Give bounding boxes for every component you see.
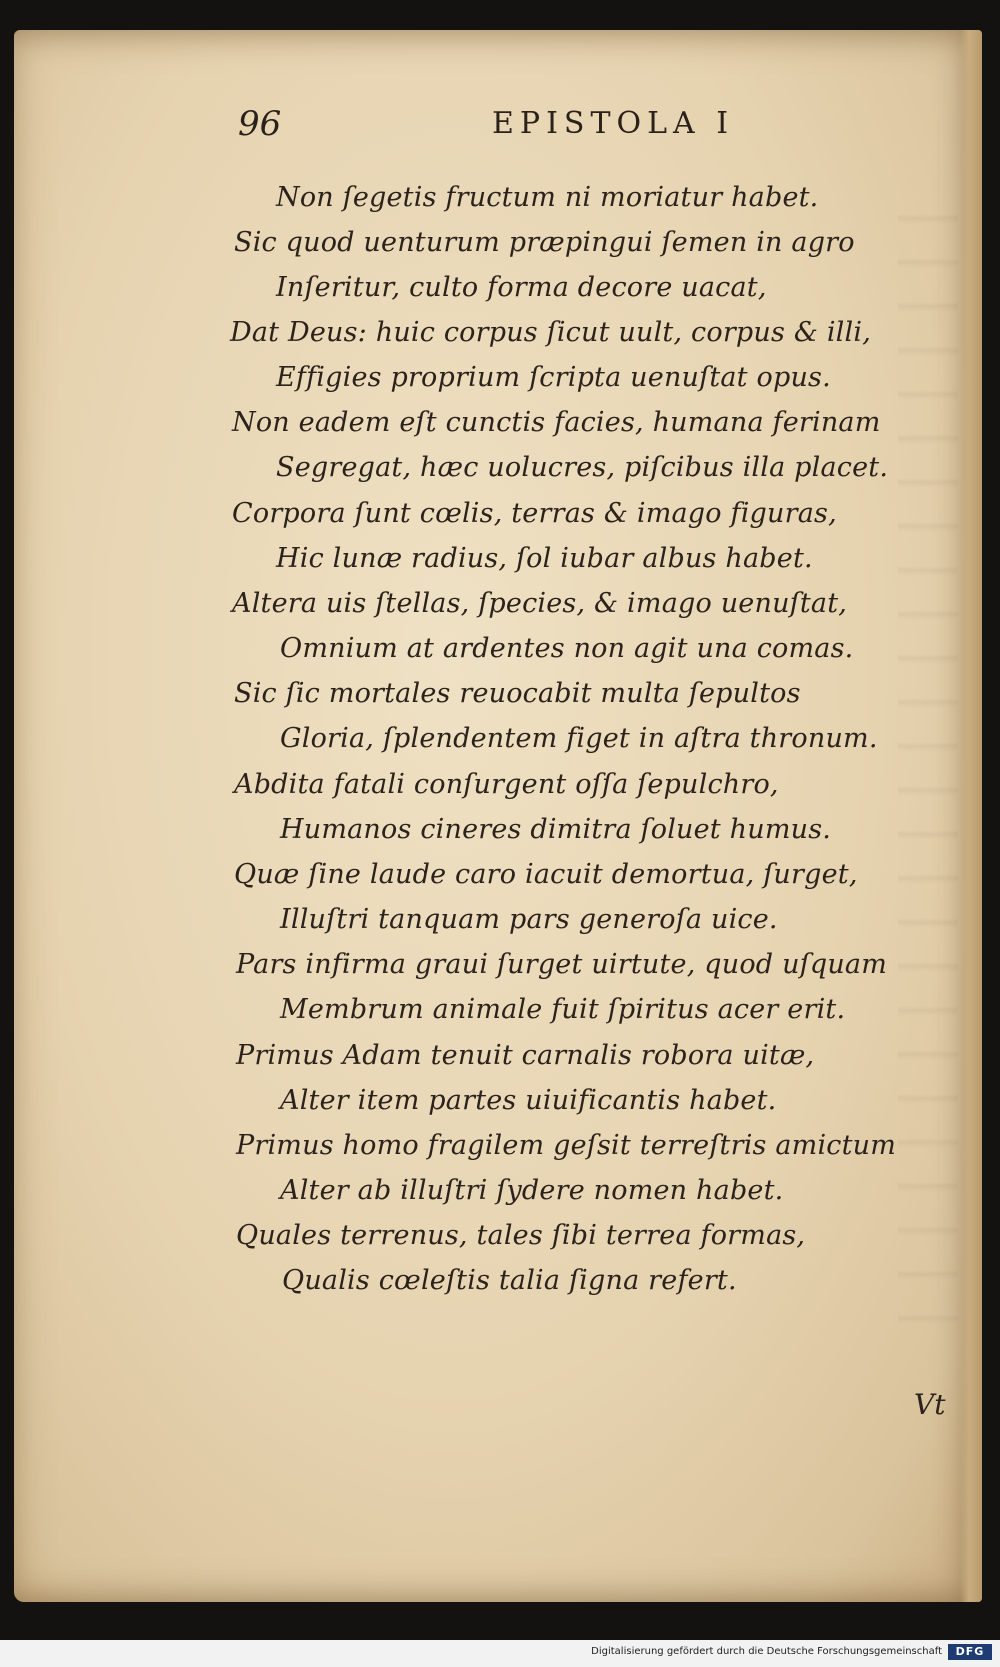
verse-line: Alter ab illuſtri ſydere nomen habet. [280,1175,784,1206]
verse-line: Qualis cœleſtis talia ſigna refert. [282,1265,737,1296]
verse-line: Sic ſic mortales reuocabit multa ſepultos [234,678,801,709]
running-head: EPISTOLA I [492,106,735,141]
verse-line: Altera uis ſtellas, ſpecies, & imago uenuſtat, [232,588,848,619]
verse-line: Alter item partes uiuificantis habet. [280,1085,777,1116]
verse-line: Pars infirma graui ſurget uirtute, quod uſquam [236,949,888,980]
verse-line: Corpora ſunt cœlis, terras & imago figuras, [232,498,837,529]
page-number: 96 [238,104,282,144]
verse-line: Quales terrenus, tales ſibi terrea formas, [236,1220,806,1251]
catchword: Vt [914,1388,946,1421]
verse-line: Primus Adam tenuit carnalis robora uitæ, [236,1040,815,1071]
show-through-text [898,180,958,1330]
verse-line: Quæ ſine laude caro iacuit demortua, ſurget, [234,859,858,890]
verse-line: Omnium at ardentes non agit una comas. [280,633,854,664]
verse-line: Abdita fatali conſurgent oſſa ſepulchro, [234,769,779,800]
page-edge [960,30,982,1602]
verse-line: Segregat, hæc uolucres, piſcibus illa placet. [276,452,889,483]
verse-line: Non ſegetis fructum ni moriatur habet. [276,182,819,213]
footer-bar [0,1640,1000,1667]
book-page [14,30,982,1602]
verse-line: Sic quod uenturum præpingui ſemen in agro [234,227,855,258]
verse-line: Hic lunæ radius, ſol iubar albus habet. [276,543,813,574]
page-header [14,104,982,154]
verse-line: Effigies proprium ſcripta uenuſtat opus. [276,362,831,393]
verse-line: Membrum animale fuit ſpiritus acer erit. [280,994,846,1025]
verse-line: Non eadem eſt cunctis facies, humana ferinam [232,407,881,438]
verse-line: Illuſtri tanquam pars generoſa uice. [280,904,778,935]
verse-line: Primus homo fragilem geſsit terreſtris amictum [236,1130,897,1161]
verse-line: Humanos cineres dimitra ſoluet humus. [280,814,832,845]
dfg-logo-icon[interactable]: DFG [948,1644,992,1660]
verse-line: Gloria, ſplendentem figet in aſtra thronum. [280,723,878,754]
verse-line: Inſeritur, culto forma decore uacat, [276,272,767,303]
verse-line: Dat Deus: huic corpus ſicut uult, corpus & illi, [230,317,871,348]
funding-notice: Digitalisierung gefördert durch die Deutsche Forschungsgemeinschaft [591,1646,942,1657]
